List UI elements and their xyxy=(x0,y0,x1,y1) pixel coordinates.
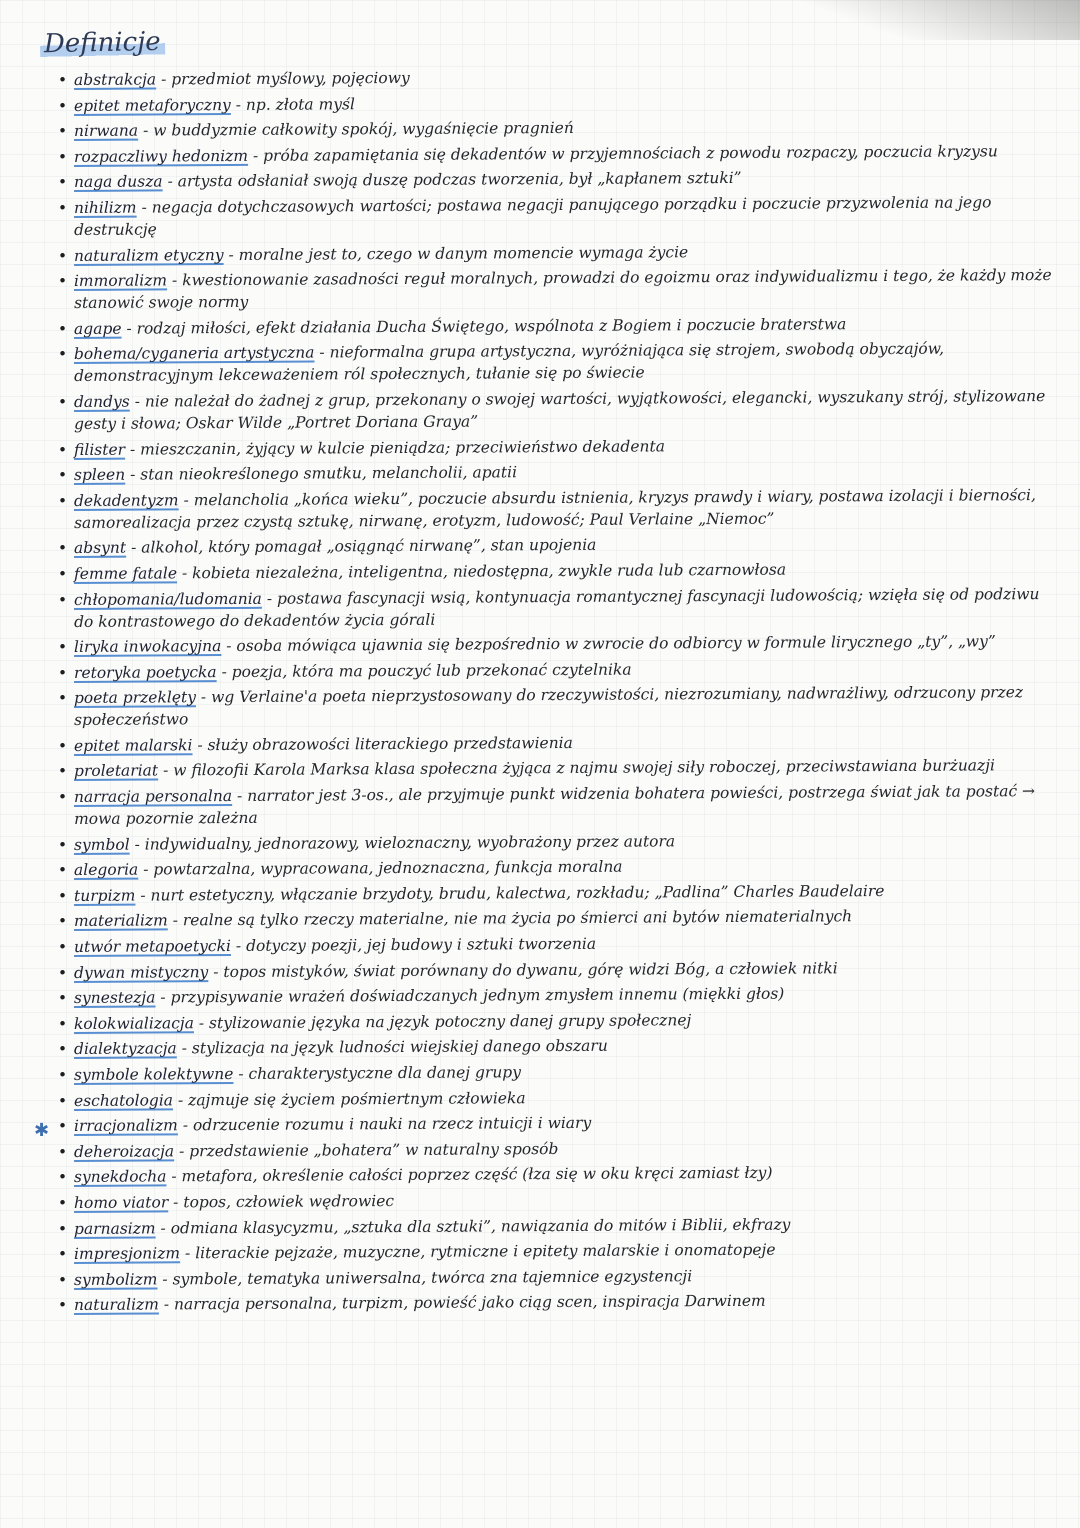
definition-term: impresjonizm xyxy=(73,1244,181,1264)
definition-item xyxy=(58,337,1058,387)
definition-item xyxy=(58,930,1058,958)
definition-term: symbolizm xyxy=(73,1270,158,1289)
definition-text: - mieszczanin, żyjący w kulcie pieniądza; przeciwieństwo dekadenta xyxy=(129,436,665,459)
definition-item xyxy=(58,828,1058,856)
definition-text: - charakterystyczne dla danej grupy xyxy=(238,1063,522,1083)
definition-item xyxy=(58,1084,1058,1112)
definition-item xyxy=(58,1186,1058,1214)
definition-text: - kwestionowanie zasadności reguł moralnych, prowadzi do egoizmu oraz indywidualizmu i tego, że każdy może stanowić swoje normy xyxy=(74,266,1052,313)
definition-item xyxy=(58,956,1058,984)
definition-term: alegoria xyxy=(73,860,139,880)
definition-item xyxy=(58,458,1058,486)
definition-item xyxy=(58,1109,1058,1137)
definition-item xyxy=(58,89,1058,117)
definition-term: nirwana xyxy=(73,121,139,141)
definition-text: - np. złota myśl xyxy=(235,94,355,114)
definition-text: - przypisywanie wrażeń doświadczanych jednym zmysłem innemu (miękki głos) xyxy=(160,984,785,1007)
definition-term: dandys xyxy=(73,392,130,411)
definition-text: - alkohol, który pomagał „osiągnąć nirwanę”, stan upojenia xyxy=(130,536,597,557)
definition-text: - powtarzalna, wypracowana, jednoznaczna, funkcja moralna xyxy=(143,857,623,879)
definition-term: naga dusza xyxy=(73,172,163,192)
definition-text: - przedmiot myślowy, pojęciowy xyxy=(161,68,410,89)
definition-term: materializm xyxy=(73,911,168,931)
definition-term: parnasizm xyxy=(73,1219,156,1238)
definitions-list xyxy=(58,66,1058,1317)
definition-item xyxy=(58,1007,1058,1035)
definition-term: filister xyxy=(73,440,126,459)
definition-item xyxy=(58,630,1058,658)
definition-item xyxy=(58,853,1058,881)
definition-item xyxy=(58,531,1058,559)
definition-item xyxy=(58,312,1058,340)
definition-text: - służy obrazowości literackiego przedstawienia xyxy=(197,733,573,755)
definition-text: - narrator jest 3-os., ale przyjmuje punkt widzenia bohatera powieści, postrzega świat jak ta postać → mowa pozornie zależna xyxy=(74,782,1036,829)
definition-term: absynt xyxy=(73,538,127,558)
definition-item xyxy=(58,1237,1058,1265)
definition-term: agape xyxy=(73,319,122,338)
definition-text: - dotyczy poezji, jej budowy i sztuki tworzenia xyxy=(235,934,597,955)
definition-item xyxy=(58,656,1058,684)
star-mark-icon: ✱ xyxy=(34,1120,50,1141)
definition-text: - kobieta niezależna, inteligentna, niedostępna, zwykle ruda lub czarnowłosa xyxy=(181,560,787,583)
definition-item xyxy=(58,1263,1058,1291)
definition-item xyxy=(58,1160,1058,1188)
definition-term: chłopomania/ludomania xyxy=(73,589,262,609)
definition-term: naturalizm etyczny xyxy=(73,245,224,265)
definition-item xyxy=(58,63,1058,91)
definition-item xyxy=(58,557,1058,585)
definition-item xyxy=(58,140,1058,168)
definition-term: abstrakcja xyxy=(73,70,157,89)
definition-item xyxy=(58,432,1058,460)
definition-term: synestezja xyxy=(73,988,156,1008)
definition-item xyxy=(58,879,1058,907)
definition-text: - w filozofii Karola Marksa klasa społeczna żyjąca z najmu swojej siły roboczej, przeciwstawiana burżuazji xyxy=(162,756,996,780)
definition-text: - stylizacja na język ludności wiejskiej danego obszaru xyxy=(181,1037,608,1058)
definition-term: liryka inwokacyjna xyxy=(73,637,222,657)
definition-text: - nieformalna grupa artystyczna, wyróżniająca się strojem, swobodą obyczajów, demonstracyjnym lekceważeniem ról społecznych, tułanie się po świecie xyxy=(74,339,945,386)
definition-text: - moralne jest to, czego w danym momencie wymaga życie xyxy=(228,242,689,264)
definition-term: proletariat xyxy=(73,761,159,781)
definition-text: - poezja, która ma pouczyć lub przekonać czytelnika xyxy=(221,660,632,681)
definition-item xyxy=(58,114,1058,142)
definition-item xyxy=(58,1058,1058,1086)
definition-text: - artysta odsłaniał swoją duszę podczas tworzenia, był „kapłanem sztuki” xyxy=(167,169,742,191)
definition-term: symbole kolektywne xyxy=(73,1064,234,1084)
definition-text: - nurt estetyczny, włączanie brzydoty, brudu, kalectwa, rozkładu; „Padlina” Charles Baudelaire xyxy=(140,881,885,905)
definition-item xyxy=(58,780,1058,830)
definition-item xyxy=(58,385,1058,435)
definition-item xyxy=(58,484,1058,534)
definition-term: utwór metapoetycki xyxy=(73,937,231,956)
definition-term: kolokwializacja xyxy=(73,1014,194,1033)
definition-text: - indywidualny, jednorazowy, wieloznaczny, wyobrażony przez autora xyxy=(134,831,676,854)
definition-term: eschatologia xyxy=(73,1090,174,1110)
definition-item xyxy=(58,191,1058,241)
definition-item xyxy=(58,1032,1058,1060)
definition-item xyxy=(58,165,1058,193)
definition-term: symbol xyxy=(73,835,130,854)
definition-term: irracjonalizm xyxy=(73,1116,178,1136)
definition-text: - w buddyzmie całkowity spokój, wygaśnięcie pragnień xyxy=(142,119,574,140)
definition-text: - negacja dotychczasowych wartości; postawa negacji panującego porządku i poczucie przyzwolenia na jego destrukcję xyxy=(74,193,992,239)
page-corner-shadow xyxy=(780,0,1080,40)
definition-item xyxy=(58,264,1058,314)
definition-text: - przedstawienie „bohatera” w naturalny sposób xyxy=(178,1139,559,1161)
definition-text: - odmiana klasycyzmu, „sztuka dla sztuki”, nawiązania do mitów i Biblii, ekfrazy xyxy=(160,1215,791,1237)
definition-term: narracja personalna xyxy=(73,787,233,807)
definition-text: - realne są tylko rzeczy materialne, nie ma życia po śmierci ani bytów niematerialnych xyxy=(172,907,853,930)
definition-item xyxy=(58,1288,1058,1316)
definition-text: - odrzucenie rozumu i nauki na rzecz intuicji i wiary xyxy=(182,1113,592,1135)
definition-text: - melancholia „końca wieku”, poczucie absurdu istnienia, kryzys prawdy i wiary, postawa izolacji i bierności, samorealizacja przez czystą sztukę, nirwanę, erotyzm, ludowość; Paul Verlaine „Niemoc” xyxy=(74,485,1036,532)
definition-term: spleen xyxy=(73,465,126,485)
definition-item xyxy=(58,1135,1058,1163)
definition-text: - postawa fascynacji wsią, kontynuacja romantycznej fascynacji ludowością; wzięła się od podziwu do kontrastowego do dekadentów życia górali xyxy=(74,584,1040,631)
definition-term: turpizm xyxy=(73,886,136,905)
definition-text: - topos mistyków, świat porównany do dywanu, górę widzi Bóg, a człowiek nitki xyxy=(213,958,838,981)
definition-term: nihilizm xyxy=(73,198,137,217)
definition-term: homo viator xyxy=(73,1193,169,1212)
definition-item xyxy=(58,1212,1058,1240)
page-title: Definicje xyxy=(40,27,165,60)
definition-item xyxy=(58,754,1058,782)
definition-term: naturalizm xyxy=(73,1295,159,1315)
definition-term: epitet malarski xyxy=(73,736,193,755)
definition-text: - metafora, określenie całości poprzez część (łza się w oku kręci zamiast łzy) xyxy=(171,1164,773,1186)
definition-text: - stylizowanie języka na język potoczny danej grupy społecznej xyxy=(198,1010,692,1033)
definition-term: rozpaczliwy hedonizm xyxy=(73,146,249,166)
definition-text: - próba zapamiętania się dekadentów w przyjemnościach z powodu rozpaczy, poczucia kryzysu xyxy=(252,142,998,165)
definition-text: - rodzaj miłości, efekt działania Ducha Świętego, wspólnota z Bogiem i poczucie braterstwa xyxy=(126,314,847,338)
definition-term: synekdocha xyxy=(73,1167,167,1187)
definition-item xyxy=(58,729,1058,757)
definition-term: retoryka poetycka xyxy=(73,662,217,682)
definition-text: - zajmuje się życiem pośmiertnym człowieka xyxy=(177,1088,526,1109)
definition-term: dekadentyzm xyxy=(73,491,179,510)
definition-text: - stan nieokreślonego smutku, melancholii, apatii xyxy=(130,463,518,484)
definition-term: deheroizacja xyxy=(73,1142,175,1161)
definition-term: dywan mistyczny xyxy=(73,962,209,982)
definition-item xyxy=(58,981,1058,1009)
definition-text: - osoba mówiąca ujawnia się bezpośrednio w zwrocie do odbiorcy w formule lirycznego „ty”, „wy” xyxy=(226,632,996,656)
definition-term: poeta przeklęty xyxy=(73,688,197,708)
definition-text: - narracja personalna, turpizm, powieść jako ciąg scen, inspiracja Darwinem xyxy=(163,1292,766,1314)
definition-text: - symbole, tematyka uniwersalna, twórca zna tajemnice egzystencji xyxy=(162,1266,693,1289)
definition-term: femme fatale xyxy=(73,564,178,583)
definition-term: bohema/cyganeria artystyczna xyxy=(73,343,315,364)
definition-term: immoralizm xyxy=(73,271,168,291)
definition-item xyxy=(58,904,1058,932)
definition-term: dialektyzacja xyxy=(73,1039,177,1059)
definition-item xyxy=(58,239,1058,267)
definition-text: - wg Verlaine'a poeta nieprzystosowany do rzeczywistości, niezrozumiany, nadwrażliwy, odrzucony przez społeczeństwo xyxy=(74,683,1024,730)
definition-text: - topos, człowiek wędrowiec xyxy=(173,1191,395,1212)
definition-term: epitet metaforyczny xyxy=(73,95,231,115)
definition-text: - literackie pejzaże, muzyczne, rytmiczne i epitety malarskie i onomatopeje xyxy=(184,1240,776,1263)
definition-item xyxy=(58,582,1058,632)
definition-item xyxy=(58,681,1058,731)
definition-text: - nie należał do żadnej z grup, przekonany o swojej wartości, wyjątkowości, elegancki, wyszukany strój, stylizowane gesty i słowa; Oskar Wilde „Portret Doriana Graya” xyxy=(74,386,1046,433)
